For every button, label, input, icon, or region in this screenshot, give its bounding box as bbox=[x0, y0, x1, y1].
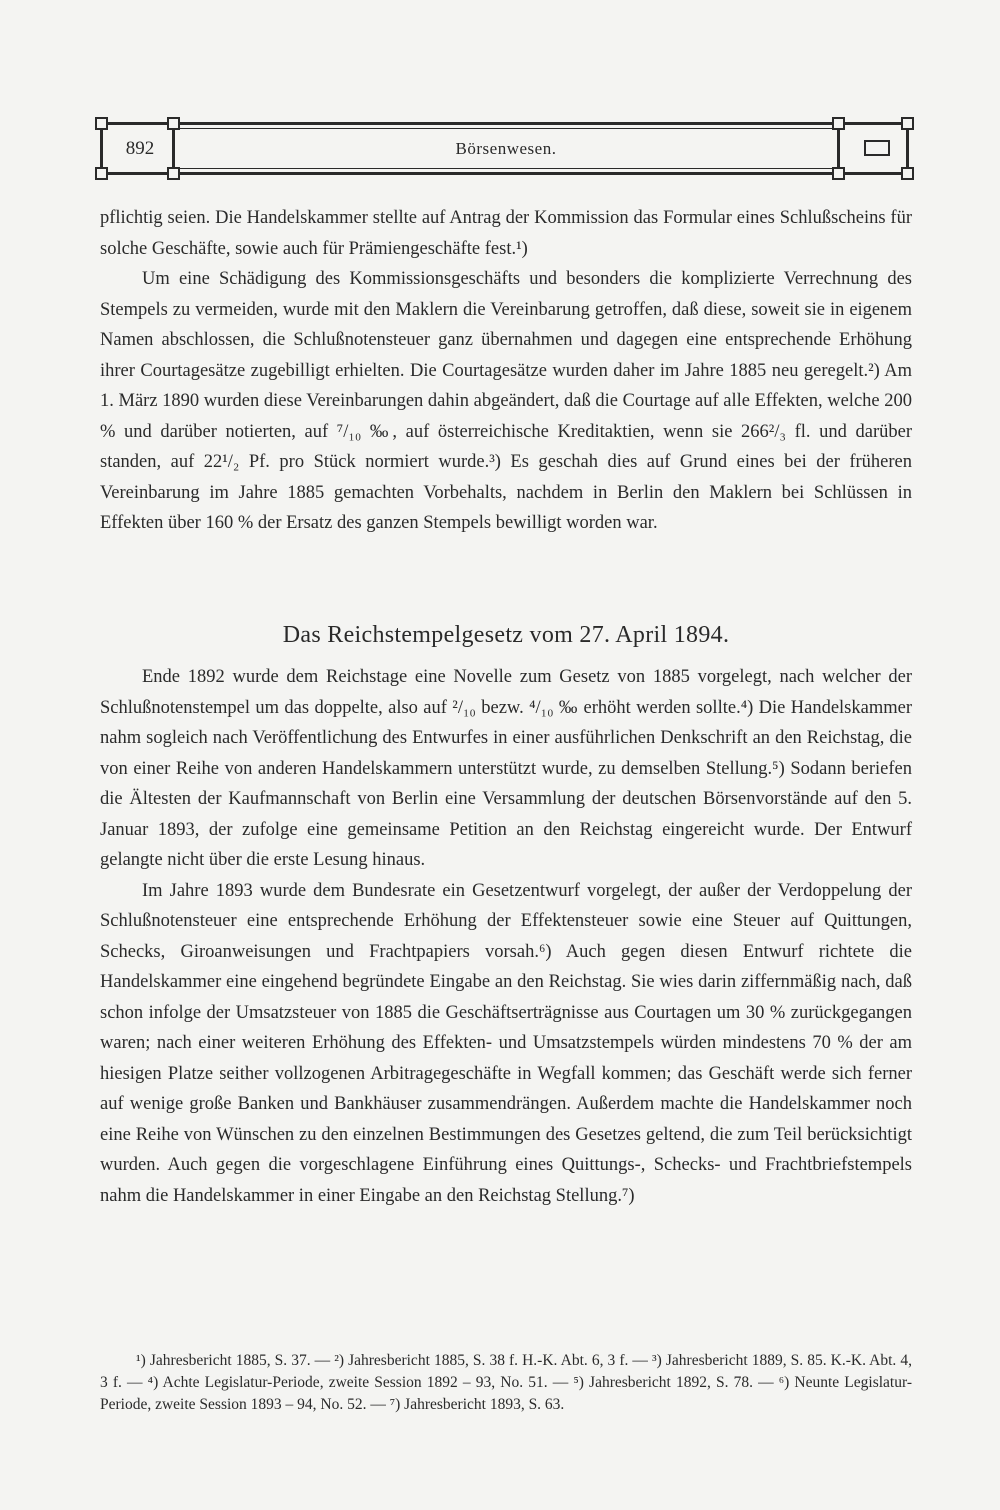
paragraph: Ende 1892 wurde dem Reichstage eine Novelle zum Gesetz von 1885 vorgelegt, nach welcher der Schlußnotenstempel um das doppelte, also auf ²/₁₀ bezw. ⁴/₁₀ ‰ erhöht werden sollte.⁴) Die Handelskammer nahm sogleich nach Veröffentlichung des Entwurfes in einer ausführlichen Denkschrift an den Reichstag, die von einer Reihe von anderen Handelskammern unterstützt wurde, zu demselben Stellung.⁵) Sodann beriefen die Ältesten der Kaufmannschaft von Berlin eine Versammlung der deutschen Börsenvorstände auf den 5. Januar 1893, der zufolge eine gemeinsame Petition an den Reichstag eingereicht wurde. Der Entwurf gelangte nicht über die erste Lesung hinaus. bbox=[100, 667, 912, 870]
header-corner-ornament bbox=[901, 167, 914, 180]
header-corner-ornament bbox=[167, 117, 180, 130]
header-corner-ornament bbox=[832, 117, 845, 130]
header-box-ornament bbox=[864, 140, 890, 156]
header-rule-bottom-thin bbox=[172, 168, 840, 169]
header-corner-ornament bbox=[95, 167, 108, 180]
header-corner-ornament bbox=[167, 167, 180, 180]
footnotes bbox=[100, 1350, 912, 1416]
running-title: Börsenwesen. bbox=[455, 139, 557, 158]
section-heading: Das Reichstempelgesetz vom 27. April 1894. bbox=[282, 622, 730, 648]
paragraph: pflichtig seien. Die Handelskammer stellte auf Antrag der Kommission das Formular eines Schlußscheins für solche Geschäfte, sowie auch für Prämiengeschäfte fest.¹) bbox=[100, 208, 912, 259]
page-number: 892 bbox=[125, 138, 155, 159]
header-rule-bottom bbox=[100, 172, 912, 175]
header-corner-ornament bbox=[901, 117, 914, 130]
running-header bbox=[100, 118, 912, 180]
header-corner-ornament bbox=[832, 167, 845, 180]
body-text-section-2 bbox=[100, 662, 912, 1211]
header-corner-ornament bbox=[95, 117, 108, 130]
paragraph: Um eine Schädigung des Kommissionsgeschäfts und besonders die komplizierte Verrechnung des Stempels zu vermeiden, wurde mit den Maklern die Vereinbarung getroffen, daß diese, soweit sie in eigenem Namen abschlossen, die Schlußnotensteuer ganz übernahmen und dagegen eine entsprechende Erhöhung ihrer Courtagesätze zugebilligt erhielten. Die Courtagesätze wurden daher im Jahre 1885 neu geregelt.²) Am 1. März 1890 wurden diese Vereinbarungen dahin abgeändert, daß die Courtage auf alle Effekten, welche 200 % und darüber notierten, auf ⁷/₁₀ ‰, auf österreichische Kreditaktien, wenn sie 266²/₃ fl. und darüber standen, auf 22¹/₂ Pf. pro Stück normiert wurde.³) Es geschah dies auf Grund eines bei der früheren Vereinbarung im Jahre 1885 gemachten Vorbehalts, nachdem in Berlin den Maklern bei Schlüssen in Effekten über 160 % der Ersatz des ganzen Stempels bewilligt worden war. bbox=[100, 269, 912, 533]
footnote-text: ¹) Jahresbericht 1885, S. 37. — ²) Jahresbericht 1885, S. 38 f. H.-K. Abt. 6, 3 f. — ³) Jahresbericht 1889, S. 85. K.-K. Abt. 4, 3 f. — ⁴) Achte Legislatur-Periode, zweite Session 1892 – 93, No. 51. — ⁵) Jahresbericht 1892, S. 78. — ⁶) Neunte Legislatur-Periode, zweite Session 1893 – 94, No. 52. — ⁷) Jahresbericht 1893, S. 63. bbox=[100, 1352, 912, 1413]
paragraph: Im Jahre 1893 wurde dem Bundesrate ein Gesetzentwurf vorgelegt, der außer der Verdoppelung der Schlußnotensteuer eine entsprechende Erhöhung der Effektensteuer sowie eine Steuer auf Quittungen, Schecks, Giroanweisungen und Frachtpapiers vorsah.⁶) Auch gegen diesen Entwurf richtete die Handelskammer eine eingehend begründete Eingabe an den Reichstag. Sie wies darin ziffernmäßig nach, daß schon infolge der Umsatzsteuer von 1885 die Geschäftserträgnisse aus Courtagen um 30 % zurückgegangen waren; nach einer weiteren Erhöhung des Effekten- und Umsatzstempels würden mindestens 70 % der am hiesigen Platze seither vollzogenen Arbitragegeschäfte in Wegfall kommen; das Geschäft werde sich ferner auf wenige große Banken und Bankhäuser zusammendrängen. Außerdem machte die Handelskammer noch eine Reihe von Wünschen zu den einzelnen Bestimmungen des Gesetzes geltend, die zum Teil berücksichtigt wurden. Auch gegen die vorgeschlagene Einführung eines Quittungs-, Schecks- und Frachtbriefstempels nahm die Handelskammer in einer Eingabe an den Reichstag Stellung.⁷) bbox=[100, 880, 912, 1206]
header-rule-top bbox=[100, 122, 912, 125]
body-text-section-1 bbox=[100, 203, 912, 539]
header-rule-top-thin bbox=[172, 128, 840, 129]
